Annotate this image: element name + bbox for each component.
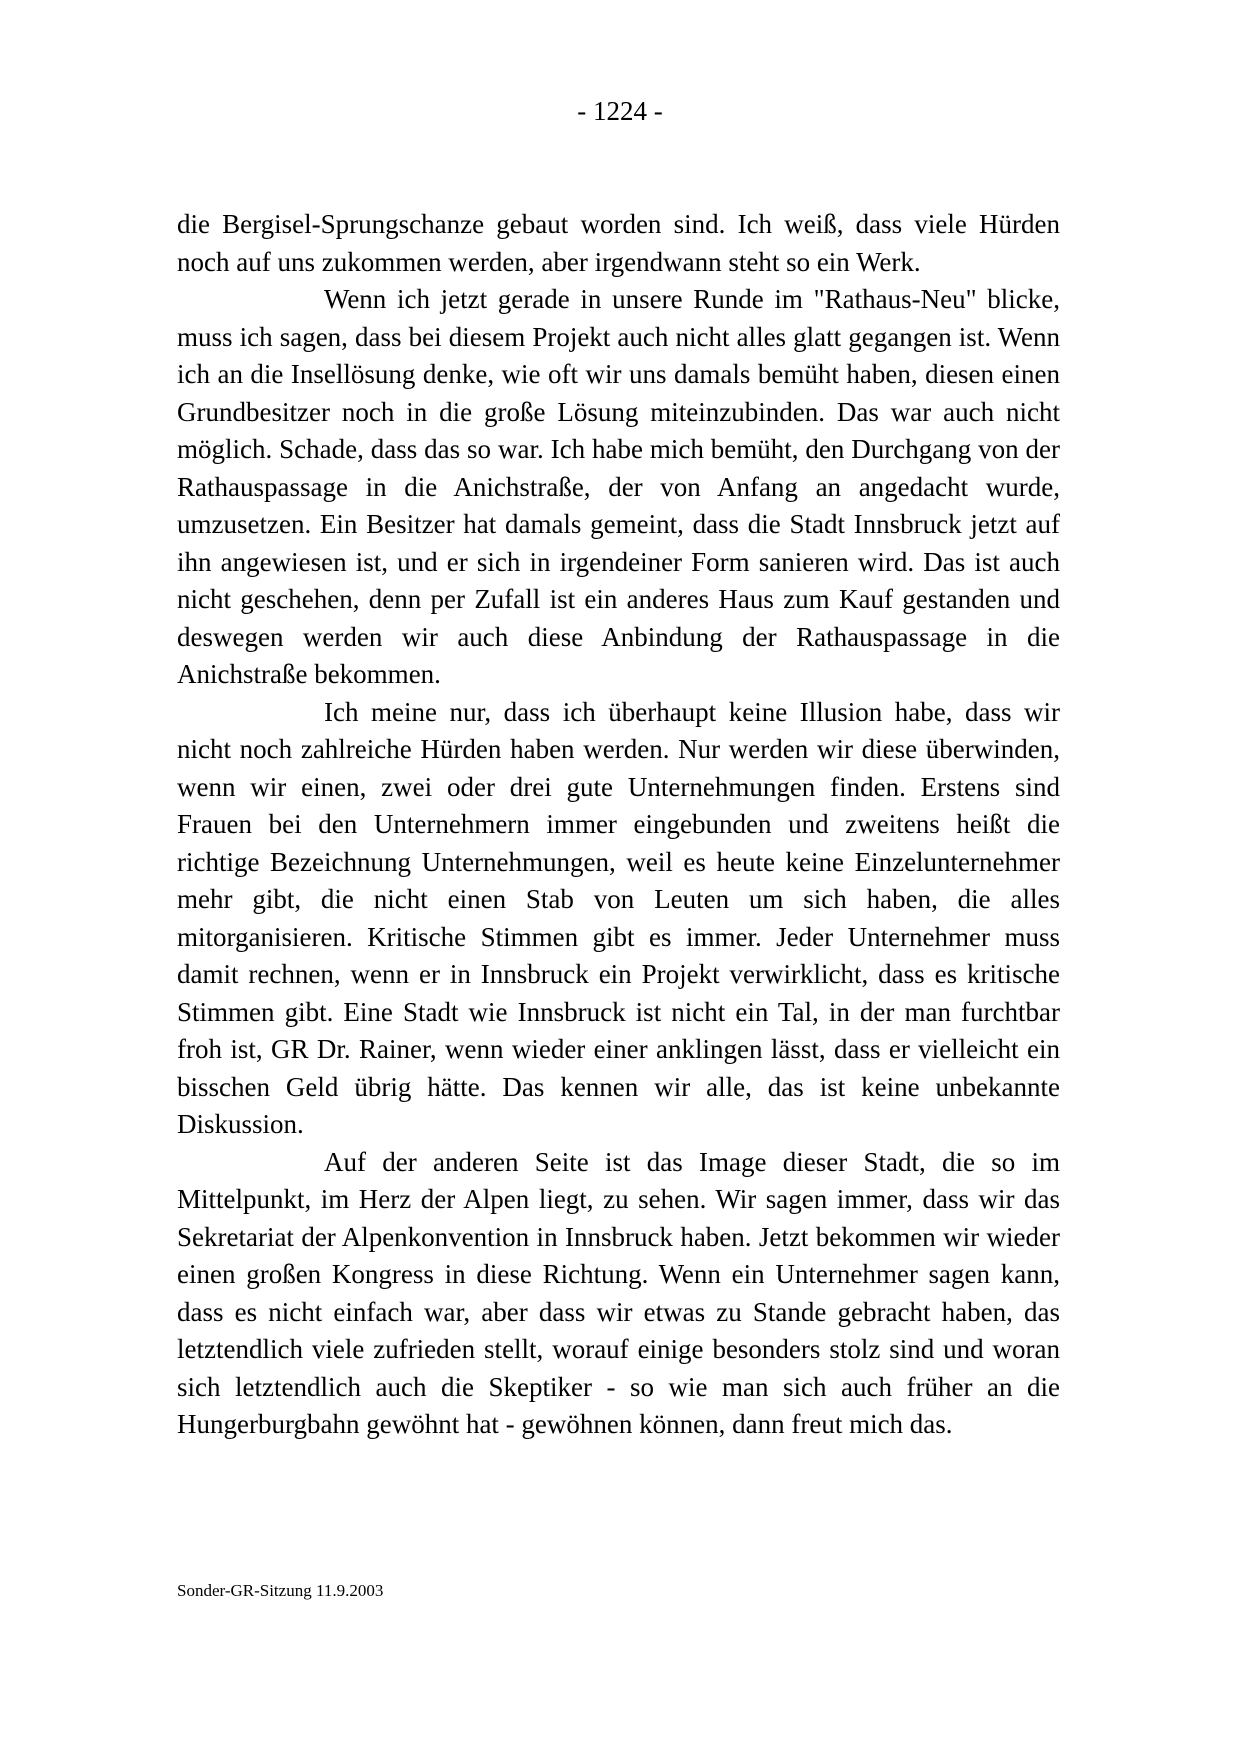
paragraph-4: Auf der anderen Seite ist das Image dieser Stadt, die so im Mittelpunkt, im Herz der Alpen liegt, zu sehen. Wir sagen immer, dass wir das Sekretariat der Alpenkonvention in Innsbruck haben. Jetzt bekommen wir wieder einen großen Kongress in diese Richtung. Wenn ein Unternehmer sagen kann, dass es nicht einfach war, aber dass wir etwas zu Stande gebracht haben, das letztendlich viele zufrieden stellt, worauf einige besonders stolz sind und woran sich letztendlich auch die Skeptiker - so wie man sich auch früher an die Hungerburgbahn gewöhnt hat - gewöhnen können, dann freut mich das. bbox=[177, 1146, 1060, 1439]
footer-session-label: Sonder-GR-Sitzung 11.9.2003 bbox=[177, 1581, 384, 1600]
page-number: - 1224 - bbox=[577, 96, 663, 126]
body-text bbox=[177, 206, 1060, 1444]
paragraph-2: Wenn ich jetzt gerade in unsere Runde im "Rathaus-Neu" blicke, muss ich sagen, dass bei diesem Projekt auch nicht alles glatt gegangen ist. Wenn ich an die Insellösung denke, wie oft wir uns damals bemüht haben, diesen einen Grundbesitzer noch in die große Lösung miteinzubinden. Das war auch nicht möglich. Schade, dass das so war. Ich habe mich bemüht, den Durchgang von der Rathauspassage in die Anichstraße, der von Anfang an angedacht wurde, umzusetzen. Ein Besitzer hat damals gemeint, dass die Stadt Innsbruck jetzt auf ihn angewiesen ist, und er sich in irgendeiner Form sanieren wird. Das ist auch nicht geschehen, denn per Zufall ist ein anderes Haus zum Kauf gestanden und deswegen werden wir auch diese Anbindung der Rathauspassage in die Anichstraße bekommen. bbox=[177, 284, 1060, 689]
paragraph-1: die Bergisel-Sprungschanze gebaut worden sind. Ich weiß, dass viele Hürden noch auf uns zukommen werden, aber irgendwann steht so ein Werk. bbox=[177, 209, 1060, 277]
paragraph-3: Ich meine nur, dass ich überhaupt keine Illusion habe, dass wir nicht noch zahlreiche Hürden haben werden. Nur werden wir diese überwinden, wenn wir einen, zwei oder drei gute Unternehmungen finden. Erstens sind Frauen bei den Unternehmern immer eingebunden und zweitens heißt die richtige Bezeichnung Unternehmungen, weil es heute keine Einzelunternehmer mehr gibt, die nicht einen Stab von Leuten um sich haben, die alles mitorganisieren. Kritische Stimmen gibt es immer. Jeder Unternehmer muss damit rechnen, wenn er in Innsbruck ein Projekt verwirklicht, dass es kritische Stimmen gibt. Eine Stadt wie Innsbruck ist nicht ein Tal, in der man furchtbar froh ist, GR Dr. Rainer, wenn wieder einer anklingen lässt, dass er vielleicht ein bisschen Geld übrig hätte. Das kennen wir alle, das ist keine unbekannte Diskussion. bbox=[177, 696, 1060, 1139]
